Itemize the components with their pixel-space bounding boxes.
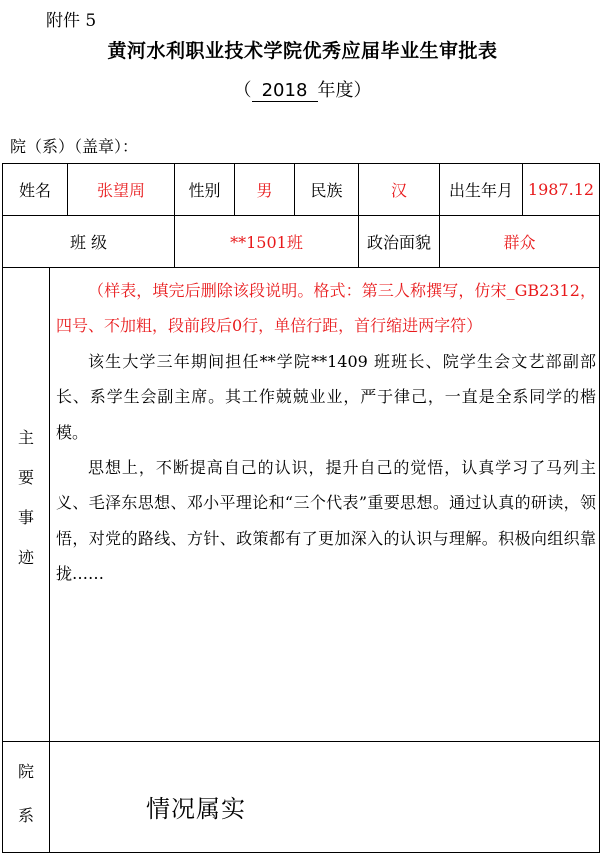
birth-value: 1987.12 bbox=[527, 180, 595, 199]
department-opinion-value: 情况属实 bbox=[146, 795, 246, 823]
year-open: （ bbox=[233, 80, 252, 101]
gender-label: 性别 bbox=[188, 181, 221, 200]
year-suffix: 年度） bbox=[317, 80, 372, 101]
department-stamp-label: 院（系）（盖章）： bbox=[10, 137, 139, 156]
ethnicity-value: 汉 bbox=[390, 181, 407, 200]
main-deeds-label-char: 要 bbox=[17, 468, 34, 487]
name-label: 姓名 bbox=[18, 181, 51, 200]
form-title: 黄河水利职业技术学院优秀应届毕业生审批表 bbox=[107, 40, 498, 62]
name-value: 张望周 bbox=[96, 181, 145, 200]
main-deeds-label-char: 事 bbox=[17, 508, 34, 527]
row-divider-3 bbox=[2, 741, 600, 742]
ethnicity-label: 民族 bbox=[310, 181, 343, 200]
class-value: **1501班 bbox=[230, 233, 303, 252]
birth-label: 出生年月 bbox=[448, 181, 513, 200]
main-deeds-label-char: 主 bbox=[17, 428, 34, 447]
year-value: 2018 bbox=[252, 81, 318, 102]
year-line bbox=[0, 76, 605, 102]
gender-value: 男 bbox=[256, 181, 273, 200]
table-border-right bbox=[599, 163, 600, 853]
political-status-label: 政治面貌 bbox=[366, 233, 431, 252]
row-divider-2 bbox=[2, 267, 600, 268]
label-column-divider bbox=[49, 267, 50, 853]
department-opinion-label bbox=[3, 759, 49, 847]
department-opinion-label-char: 院 bbox=[17, 762, 34, 781]
department-opinion-label-char: 系 bbox=[17, 806, 34, 825]
table-border-bottom bbox=[2, 852, 600, 853]
main-deeds-content bbox=[56, 273, 596, 592]
deeds-paragraph: 思想上，不断提高自己的认识，提升自己的觉悟，认真学习了马列主义、毛泽东思想、邓小平理论和“三个代表”重要思想。通过认真的研读，领悟，对党的路线、方针、政策都有了更加深入的认识与理解。积极向组织靠拢…… bbox=[56, 458, 596, 584]
sample-instruction-paragraph: （样表，填完后删除该段说明。格式：第三人称撰写，仿宋_GB2312，四号、不加粗，段前段后0行，单倍行距，首行缩进两字符） bbox=[56, 281, 596, 336]
class-label: 班 级 bbox=[69, 233, 108, 252]
political-status-value: 群众 bbox=[503, 233, 536, 252]
main-deeds-label bbox=[3, 425, 49, 585]
main-deeds-label-char: 迹 bbox=[17, 548, 34, 567]
deeds-paragraph: 该生大学三年期间担任**学院**1409 班班长、院学生会文艺部副部长、系学生会副主席。其工作兢兢业业，严于律己，一直是全系同学的楷模。 bbox=[56, 351, 596, 442]
attachment-label: 附件 5 bbox=[46, 11, 97, 31]
